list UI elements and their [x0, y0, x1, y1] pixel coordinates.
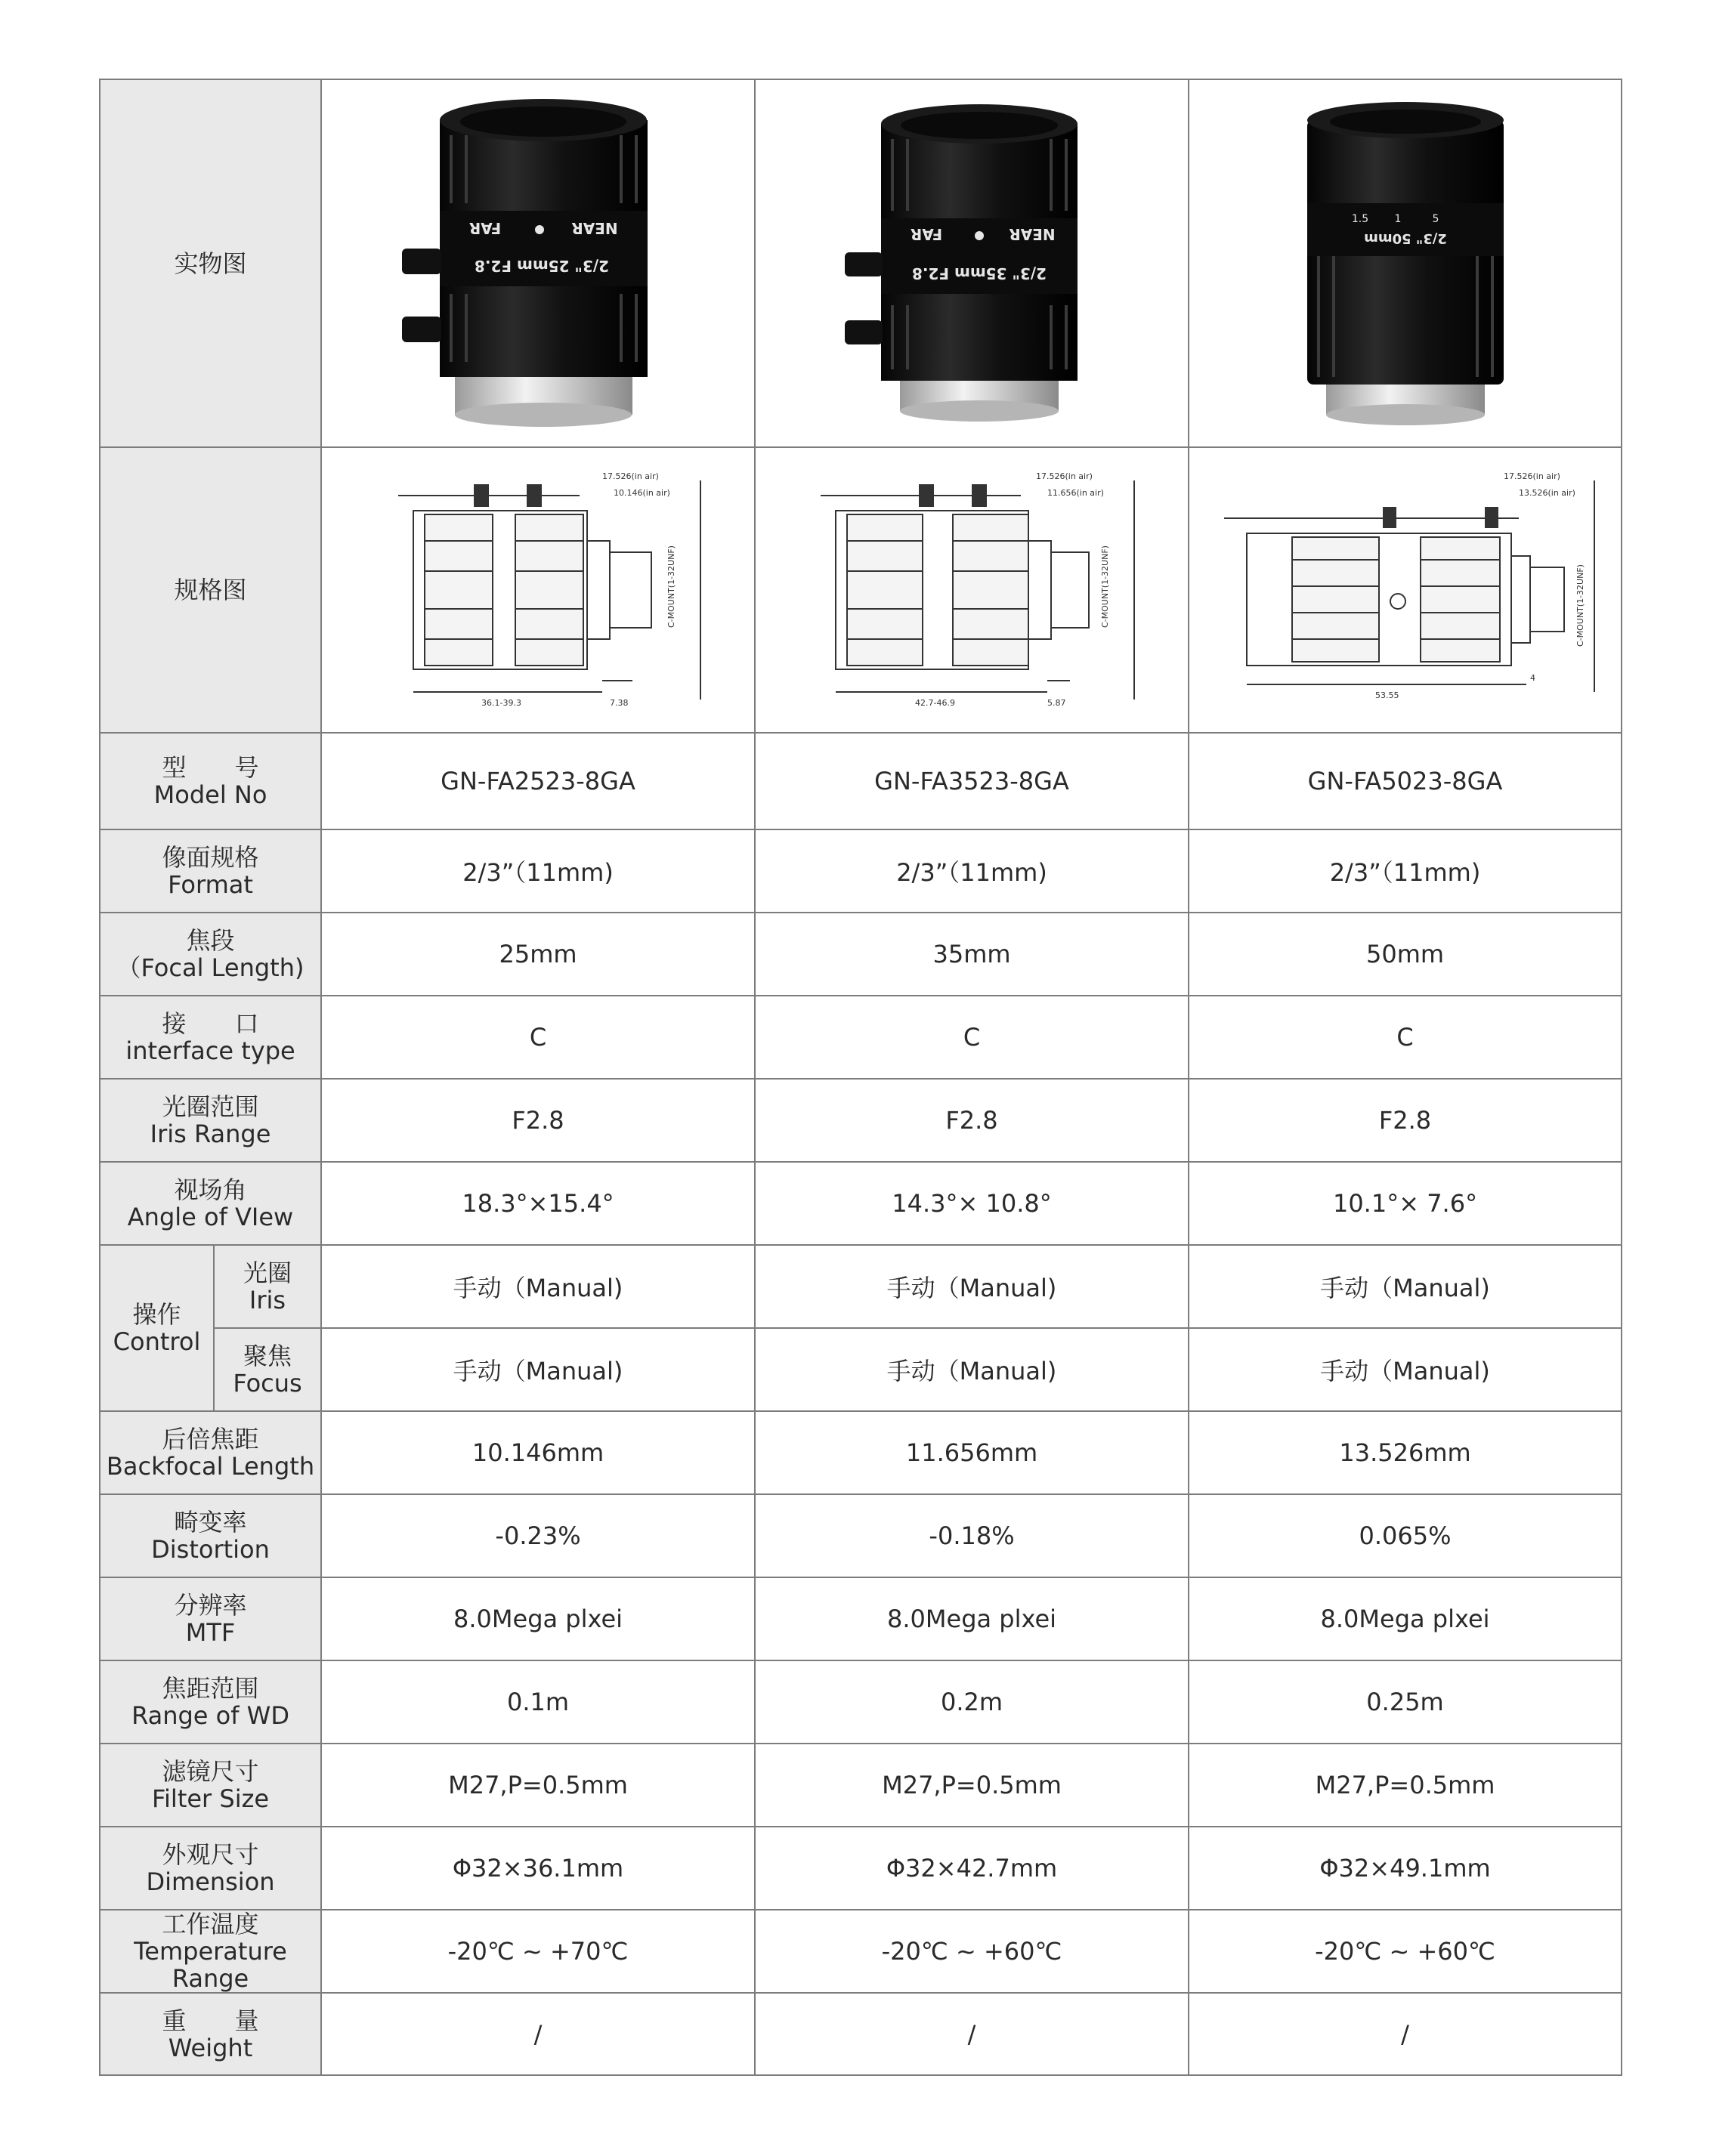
- length-label: 36.1-39.3: [481, 698, 521, 708]
- lens-drawing-25mm: [321, 447, 755, 733]
- model-label-en: Model No: [153, 780, 267, 809]
- backfocal-value-1: 10.146mm: [321, 1411, 755, 1494]
- filter-label-cn: 滤镜尺寸: [162, 1757, 259, 1786]
- mtf-value-2: 8.0Mega plxei: [755, 1577, 1189, 1660]
- model-value-1: GN-FA2523-8GA: [321, 733, 755, 829]
- backfocal-value-3: 13.526mm: [1189, 1411, 1622, 1494]
- dimension-label-en: Dimension: [146, 1867, 275, 1896]
- weight-value-1: /: [321, 1993, 755, 2075]
- wd-label: [100, 1660, 321, 1744]
- weight-value-3: /: [1189, 1993, 1622, 2075]
- back-focus-label: 17.526(in air): [602, 471, 659, 481]
- lens-drawing-35mm: [755, 447, 1189, 733]
- backfocal-value-2: 11.656mm: [755, 1411, 1189, 1494]
- iris-range-value-3: F2.8: [1189, 1079, 1622, 1162]
- mount-label: [100, 996, 321, 1079]
- control-focus-label: [214, 1328, 321, 1411]
- back-focus-label: 17.526(in air): [1503, 471, 1560, 481]
- format-label-en: Format: [168, 870, 253, 899]
- distortion-value-3: 0.065%: [1189, 1494, 1622, 1577]
- focal-value-3: 50mm: [1189, 913, 1622, 996]
- weight-label-cn: 重 量: [162, 2006, 259, 2035]
- length-label: 42.7-46.9: [915, 698, 955, 708]
- backfocal-label: [100, 1411, 321, 1494]
- lens-photo-50mm: [1189, 79, 1622, 447]
- spec-marking: 2/3" 35mm F2.8: [911, 264, 1047, 283]
- focal-value-2: 35mm: [755, 913, 1189, 996]
- dimension-row: [100, 1827, 1622, 1910]
- temp-value-2: -20℃ ~ +60℃: [755, 1910, 1189, 1993]
- iris-range-value-1: F2.8: [321, 1079, 755, 1162]
- rear-label: 5.87: [1047, 698, 1066, 708]
- control-iris-label-cn: 光圈: [243, 1259, 292, 1287]
- filter-row: [100, 1744, 1622, 1827]
- control-focus-label-cn: 聚焦: [243, 1342, 292, 1370]
- photo-row-label: 实物图: [100, 79, 321, 447]
- distortion-label: [100, 1494, 321, 1577]
- lens-spec-table: [99, 79, 1622, 2076]
- temp-value-1: -20℃ ~ +70℃: [321, 1910, 755, 1993]
- distortion-value-1: -0.23%: [321, 1494, 755, 1577]
- model-row: [100, 733, 1622, 829]
- filter-value-2: M27,P=0.5mm: [755, 1744, 1189, 1827]
- distortion-value-2: -0.18%: [755, 1494, 1189, 1577]
- angle-label-cn: 视场角: [174, 1175, 247, 1204]
- svg-text:1.5: 1.5: [1351, 212, 1368, 225]
- filter-value-1: M27,P=0.5mm: [321, 1744, 755, 1827]
- distortion-row: [100, 1494, 1622, 1577]
- mount-row: [100, 996, 1622, 1079]
- lens-photo-35mm: [755, 79, 1189, 447]
- control-iris-label-en: Iris: [249, 1286, 286, 1314]
- angle-row: [100, 1162, 1622, 1245]
- model-value-2: GN-FA3523-8GA: [755, 733, 1189, 829]
- distortion-label-en: Distortion: [151, 1535, 270, 1564]
- iris-range-label-en: Iris Range: [150, 1120, 271, 1148]
- focal-label-en: （Focal Length): [116, 953, 305, 982]
- wd-row: [100, 1660, 1622, 1744]
- focal-row: [100, 913, 1622, 996]
- mount-label-en: interface type: [125, 1036, 295, 1065]
- angle-label-en: Angle of VIew: [127, 1203, 294, 1231]
- focal-label: [100, 913, 321, 996]
- rear-label: 4: [1529, 673, 1535, 683]
- iris-range-row: [100, 1079, 1622, 1162]
- control-label: [100, 1245, 214, 1411]
- control-label-en: Control: [113, 1327, 201, 1356]
- model-value-3: GN-FA5023-8GA: [1189, 733, 1622, 829]
- angle-value-2: 14.3°× 10.8°: [755, 1162, 1189, 1245]
- filter-value-3: M27,P=0.5mm: [1189, 1744, 1622, 1827]
- mtf-label-cn: 分辨率: [174, 1591, 247, 1620]
- model-label-cn: 型 号: [162, 753, 259, 782]
- mtf-value-3: 8.0Mega plxei: [1189, 1577, 1622, 1660]
- temp-row: [100, 1910, 1622, 1993]
- iris-range-value-2: F2.8: [755, 1079, 1189, 1162]
- temp-value-3: -20℃ ~ +60℃: [1189, 1910, 1622, 1993]
- filter-label: [100, 1744, 321, 1827]
- distortion-label-cn: 畸变率: [174, 1508, 247, 1537]
- dimension-value-3: Φ32×49.1mm: [1189, 1827, 1622, 1910]
- weight-value-2: /: [755, 1993, 1189, 2075]
- control-label-cn: 操作: [132, 1300, 181, 1329]
- angle-label: [100, 1162, 321, 1245]
- focal-value-1: 25mm: [321, 913, 755, 996]
- weight-row: [100, 1993, 1622, 2075]
- drawing-row: [100, 447, 1622, 733]
- weight-label: [100, 1993, 321, 2075]
- format-label-cn: 像面规格: [162, 843, 259, 872]
- model-label: [100, 733, 321, 829]
- control-iris-value-2: 手动（Manual): [755, 1245, 1189, 1328]
- format-value-3: 2/3”（11mm): [1189, 829, 1622, 913]
- near-marking: NEAR: [1009, 224, 1056, 243]
- mount-value-1: C: [321, 996, 755, 1079]
- wd-label-cn: 焦距范围: [162, 1674, 259, 1703]
- weight-label-en: Weight: [168, 2033, 253, 2062]
- mount-value-2: C: [755, 996, 1189, 1079]
- control-iris-row: [100, 1245, 1622, 1328]
- rear-label: 7.38: [610, 698, 629, 708]
- format-label: [100, 829, 321, 913]
- mount-label-cn: 接 口: [162, 1009, 259, 1038]
- control-focus-value-2: 手动（Manual): [755, 1328, 1189, 1411]
- mtf-row: [100, 1577, 1622, 1660]
- drawing-row-label: 规格图: [100, 447, 321, 733]
- control-iris-label: [214, 1245, 321, 1328]
- mtf-label-en: MTF: [185, 1618, 236, 1647]
- wd-value-1: 0.1m: [321, 1660, 755, 1744]
- mtf-value-1: 8.0Mega plxei: [321, 1577, 755, 1660]
- backfocal-label-en: Backfocal Length: [106, 1452, 315, 1481]
- mount-label: C-MOUNT(1-32UNF): [666, 545, 677, 628]
- flange-label: 13.526(in air): [1518, 488, 1575, 498]
- control-focus-label-en: Focus: [233, 1369, 302, 1398]
- format-value-1: 2/3”（11mm): [321, 829, 755, 913]
- iris-range-label: [100, 1079, 321, 1162]
- angle-value-1: 18.3°×15.4°: [321, 1162, 755, 1245]
- angle-value-3: 10.1°× 7.6°: [1189, 1162, 1622, 1245]
- mount-value-3: C: [1189, 996, 1622, 1079]
- svg-text:1: 1: [1394, 212, 1401, 225]
- filter-label-en: Filter Size: [151, 1784, 270, 1813]
- backfocal-label-cn: 后倍焦距: [162, 1425, 259, 1453]
- length-label: 53.55: [1374, 690, 1399, 700]
- format-value-2: 2/3”（11mm): [755, 829, 1189, 913]
- near-marking: NEAR: [571, 218, 618, 237]
- mount-label: C-MOUNT(1-32UNF): [1575, 564, 1585, 647]
- dimension-label: [100, 1827, 321, 1910]
- lens-drawing-50mm: [1189, 447, 1622, 733]
- photo-row: [100, 79, 1622, 447]
- temp-label-cn: 工作温度: [162, 1910, 259, 1938]
- dimension-value-2: Φ32×42.7mm: [755, 1827, 1189, 1910]
- wd-label-en: Range of WD: [131, 1701, 289, 1730]
- focal-label-cn: 焦段: [186, 926, 235, 955]
- far-marking: FAR: [468, 218, 502, 237]
- spec-marking: 2/3" 50mm: [1363, 230, 1447, 246]
- format-row: [100, 829, 1622, 913]
- mtf-label: [100, 1577, 321, 1660]
- control-iris-value-3: 手动（Manual): [1189, 1245, 1622, 1328]
- spec-marking: 2/3" 25mm F2.8: [474, 256, 610, 275]
- dimension-label-cn: 外观尺寸: [162, 1840, 259, 1869]
- flange-label: 10.146(in air): [614, 488, 670, 498]
- flange-label: 11.656(in air): [1047, 488, 1104, 498]
- wd-value-3: 0.25m: [1189, 1660, 1622, 1744]
- wd-value-2: 0.2m: [755, 1660, 1189, 1744]
- control-focus-value-1: 手动（Manual): [321, 1328, 755, 1411]
- backfocal-row: [100, 1411, 1622, 1494]
- lens-photo-25mm: [321, 79, 755, 447]
- far-marking: FAR: [910, 224, 943, 243]
- temp-label-en: Temperature Range: [134, 1937, 287, 1993]
- back-focus-label: 17.526(in air): [1036, 471, 1093, 481]
- control-focus-value-3: 手动（Manual): [1189, 1328, 1622, 1411]
- iris-range-label-cn: 光圈范围: [162, 1092, 259, 1121]
- control-focus-row: [100, 1328, 1622, 1411]
- svg-text:5: 5: [1432, 212, 1439, 225]
- temp-label: [100, 1910, 321, 1993]
- mount-label: C-MOUNT(1-32UNF): [1100, 545, 1111, 628]
- dimension-value-1: Φ32×36.1mm: [321, 1827, 755, 1910]
- control-iris-value-1: 手动（Manual): [321, 1245, 755, 1328]
